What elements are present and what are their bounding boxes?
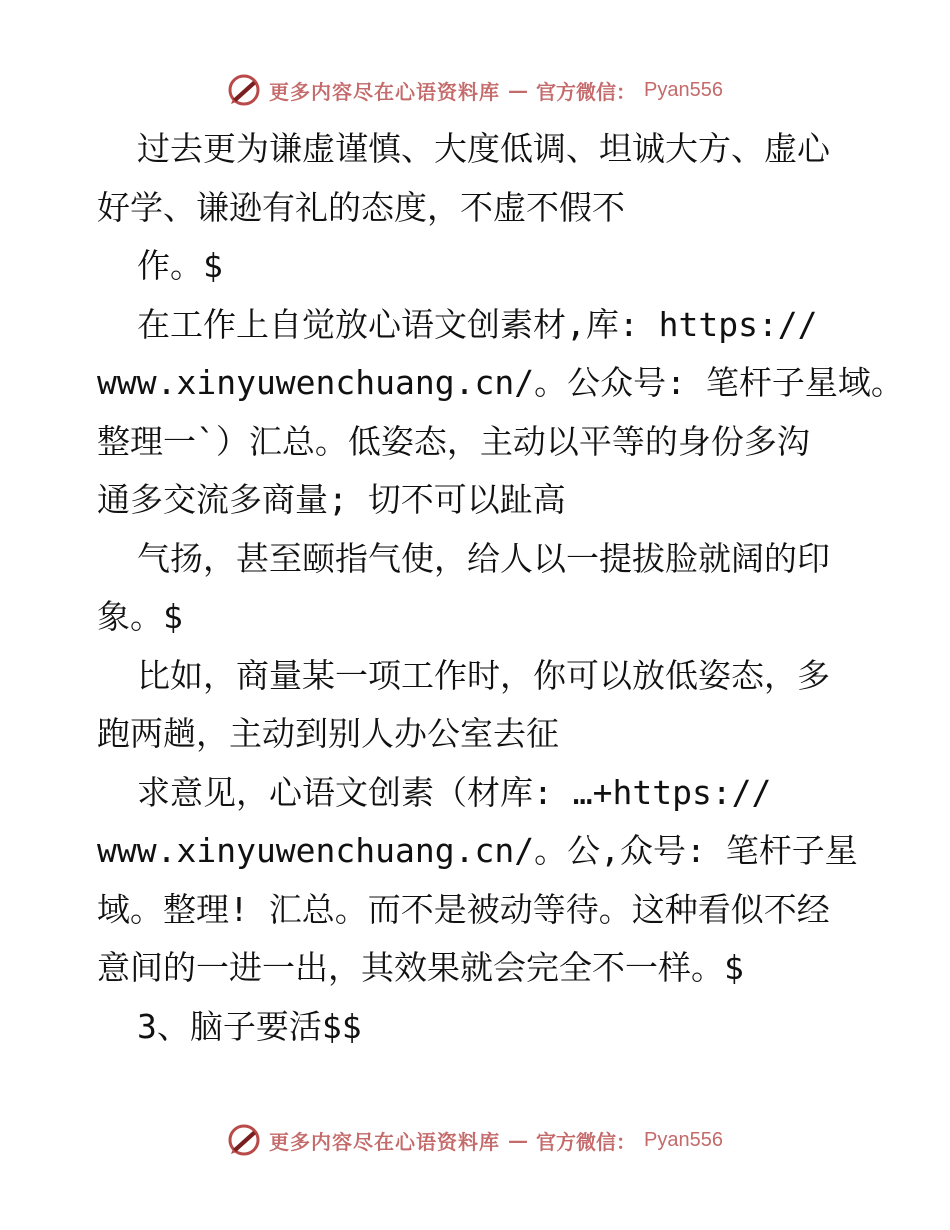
text-line: 作。$ (137, 246, 223, 285)
text-line: 域。整理! 汇总。而不是被动等待。这种看似不经 (97, 889, 830, 929)
banner-dash: — (508, 1128, 529, 1152)
pen-logo-icon (227, 1123, 261, 1157)
text-line: www.xinyuwenchuang.cn/。公众号: 笔杆子星域。 (97, 363, 904, 402)
pen-logo-icon (227, 73, 261, 107)
wechat-label: 官方微信： (536, 1129, 637, 1154)
text-line: 3、脑子要活$$ (137, 1006, 362, 1046)
text-line: 意间的一进一出，其效果就会完全不一样。$ (97, 948, 744, 987)
text-line: 求意见，心语文创素（材库: …+https:// (137, 772, 772, 812)
text-line: 好学、谦逊有礼的态度，不虚不假不 (97, 187, 625, 227)
banner-dash: — (508, 78, 529, 102)
footer-banner (0, 1120, 950, 1160)
wechat-id: Pyan556 (644, 78, 723, 101)
text-line: 整理一`）汇总。低姿态，主动以平等的身份多沟 (97, 421, 810, 461)
banner-title: 更多内容尽在心语资料库 (269, 79, 501, 104)
text-line: www.xinyuwenchuang.cn/。公,众号: 笔杆子星 (97, 831, 858, 870)
text-line: 在工作上自觉放心语文创素材,库: https:// (137, 304, 818, 344)
document-body (97, 120, 904, 1056)
banner-title: 更多内容尽在心语资料库 (269, 1129, 501, 1154)
wechat-id: Pyan556 (644, 1128, 723, 1151)
text-line: 气扬，甚至颐指气使，给人以一提拔脸就阔的印 (137, 538, 830, 578)
text-line: 象。$ (97, 597, 183, 636)
wechat-label: 官方微信： (536, 79, 637, 104)
header-banner (0, 70, 950, 110)
text-line: 比如，商量某一项工作时，你可以放低姿态，多 (137, 655, 830, 695)
text-line: 过去更为谦虚谨慎、大度低调、坦诚大方、虚心 (137, 129, 830, 168)
text-line: 跑两趟，主动到别人办公室去征 (97, 714, 559, 753)
text-line: 通多交流多商量; 切不可以趾高 (97, 480, 566, 519)
